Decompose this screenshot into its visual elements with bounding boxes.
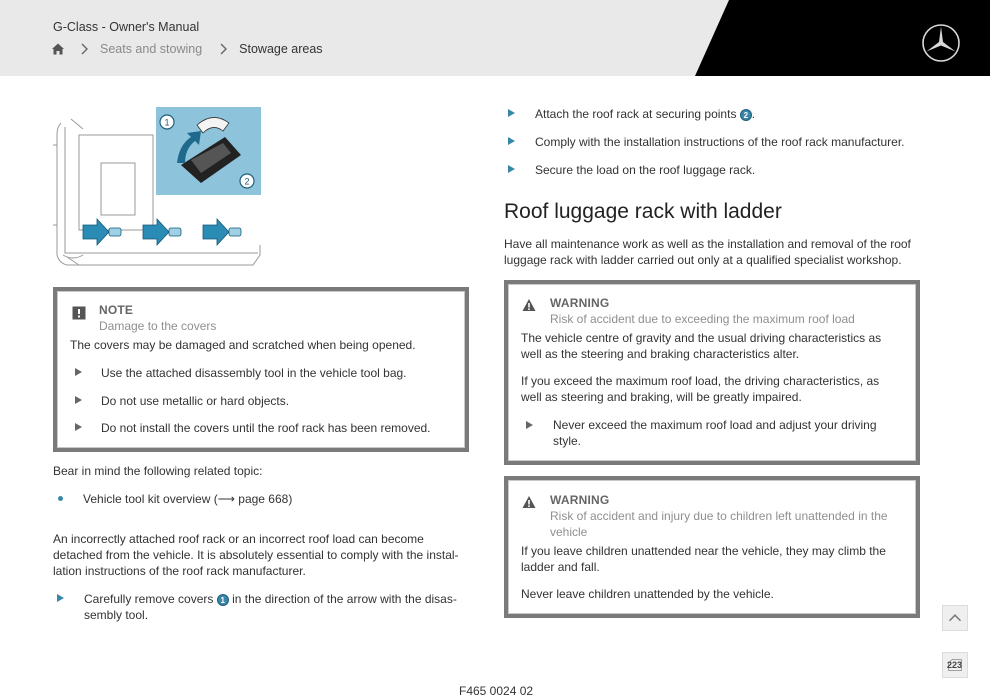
- remove-covers-step: [84, 591, 457, 607]
- scroll-to-top-button[interactable]: [942, 605, 968, 631]
- header-bar: [0, 0, 990, 76]
- warning1-p1-line-2: well as the steering and braking characteristics alter.: [521, 347, 800, 361]
- note-step-1: Use the attached disassembly tool in the vehicle tool bag.: [101, 366, 407, 380]
- roof-rack-cover-illustration: [53, 105, 263, 268]
- note-text: The covers may be damaged and scratched when being opened.: [70, 338, 416, 352]
- note-step-3: Do not install the covers until the roof rack has been removed.: [101, 421, 431, 435]
- warning1-subheading: Risk of accident due to exceeding the maximum roof load: [550, 312, 855, 326]
- page-reference-arrow-icon: ⟶: [217, 492, 235, 506]
- home-icon[interactable]: [51, 42, 65, 56]
- breadcrumb-current: Stowage areas: [239, 42, 323, 56]
- bullet-dot: [58, 496, 63, 501]
- mercedes-star-icon: [921, 23, 961, 63]
- section-para-line-2: luggage rack with ladder carried out only at a qualified specialist workshop.: [504, 253, 902, 267]
- figure-code: F465 0024 02: [459, 684, 534, 698]
- note-heading: NOTE: [99, 303, 134, 317]
- warning2-subheading-line-1: Risk of accident and injury due to children left unattended in the: [550, 509, 888, 523]
- warning2-heading: WARNING: [550, 493, 610, 507]
- remove-covers-text-1: Carefully remove covers: [84, 592, 214, 606]
- step-marker-icon: [75, 396, 82, 404]
- related-intro: Bear in mind the following related topic:: [53, 464, 263, 478]
- note-icon: [72, 306, 86, 320]
- header-black-band: [0, 0, 990, 76]
- chevron-right-icon: [79, 42, 89, 56]
- step-marker-icon: [57, 594, 64, 602]
- warning1-step-line-2: style.: [553, 434, 582, 448]
- secure-load-step: Secure the load on the roof luggage rack.: [535, 163, 756, 177]
- warning2-p1-line-1: If you leave children unattended near the vehicle, they may climb the: [521, 544, 886, 558]
- remove-covers-text-3: sembly tool.: [84, 608, 149, 622]
- warning2-p1-line-2: ladder and fall.: [521, 560, 600, 574]
- attach-rack-period: .: [751, 107, 756, 121]
- breadcrumb: [51, 42, 323, 56]
- remove-covers-text-2: in the direction of the arrow with the disas-: [232, 592, 457, 606]
- note-step-2: Do not use metallic or hard objects.: [101, 394, 290, 408]
- callout-2-badge: 2: [740, 109, 752, 121]
- chevron-up-icon: [943, 606, 967, 630]
- warning-triangle-icon: [522, 495, 536, 509]
- warning2-p2: Never leave children unattended by the vehicle.: [521, 587, 774, 601]
- callout-2-label: 2: [244, 176, 250, 187]
- warning2-subheading-line-2: vehicle: [550, 525, 588, 539]
- callout-1-badge: 1: [217, 594, 229, 606]
- rack-warning-line-3: lation instructions of the roof rack manufacturer.: [53, 564, 306, 578]
- breadcrumb-parent-link[interactable]: Seats and stowing: [100, 42, 203, 56]
- warning1-step-line-1: Never exceed the maximum roof load and adjust your driving: [553, 418, 877, 432]
- document-title: G-Class - Owner's Manual: [53, 20, 200, 34]
- page-number-button[interactable]: [942, 652, 968, 678]
- attach-rack-step: [535, 106, 755, 122]
- section-title: Roof luggage rack with ladder: [504, 200, 782, 223]
- related-topic-page: page 668): [234, 492, 293, 506]
- rack-warning-line-1: An incorrectly attached roof rack or an incorrect roof load can become: [53, 532, 424, 546]
- warning1-p2-line-2: well as steering and braking, will be greatly impaired.: [521, 390, 802, 404]
- section-para-line-1: Have all maintenance work as well as the installation and removal of the roof: [504, 237, 911, 251]
- page-number: 223: [947, 660, 963, 670]
- step-marker-icon: [508, 137, 515, 145]
- warning1-p2-line-1: If you exceed the maximum roof load, the driving characteristics, as: [521, 374, 880, 388]
- rack-warning-line-2: detached from the vehicle. It is absolutely essential to comply with the instal-: [53, 548, 459, 562]
- attach-rack-text: Attach the roof rack at securing points: [535, 107, 737, 121]
- comply-instructions-step: Comply with the installation instructions of the roof rack manufacturer.: [535, 135, 905, 149]
- warning-triangle-icon: [522, 298, 536, 312]
- chevron-right-icon: [218, 42, 228, 56]
- related-topic-text: Vehicle tool kit overview (: [83, 492, 218, 506]
- note-subheading: Damage to the covers: [99, 319, 217, 333]
- step-marker-icon: [75, 368, 82, 376]
- step-marker-icon: [508, 165, 515, 173]
- step-marker-icon: [508, 109, 515, 117]
- step-marker-icon: [526, 421, 533, 429]
- callout-1-label: 1: [164, 117, 170, 128]
- warning1-p1-line-1: The vehicle centre of gravity and the usual driving characteristics as: [521, 331, 882, 345]
- warning1-heading: WARNING: [550, 296, 610, 310]
- related-topic-link[interactable]: [83, 491, 292, 507]
- step-marker-icon: [75, 423, 82, 431]
